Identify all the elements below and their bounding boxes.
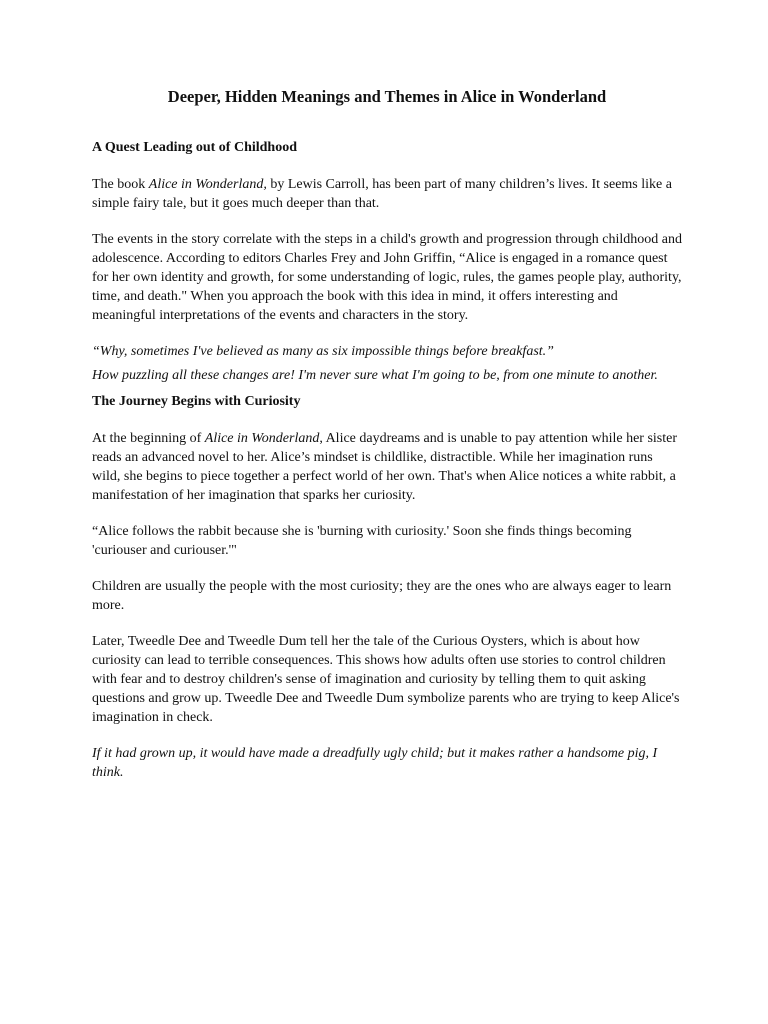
paragraph-quest: The events in the story correlate with the steps in a child's growth and progression through childhood and adolescence. According to editors Charles Frey and John Griffin, “Alice is engaged in a romance quest for her own identity and growth, for some understanding of logic, rules, the games people play, authority, time, and death." When you approach the book with this idea in mind, it offers interesting and meaningful interpretations of the events and characters in the story.: [92, 232, 683, 323]
book-title-italic: Alice in Wonderland,: [148, 177, 267, 192]
document-title: Deeper, Hidden Meanings and Themes in Alice in Wonderland: [167, 87, 607, 106]
paragraph-beginning-text-end: , Alice daydreams and is unable to pay attention while her sister reads an advanced novel to her. Alice’s mindset is childlike, distractible. While her imagination runs wild, she begins to piece together a perfect world of her own. That's when Alice notices a white rabbit, a manifestation of her imagination that sparks her curiosity.: [92, 431, 678, 503]
quote-handsome-pig: If it had grown up, it would have made a dreadfully ugly child; but it makes rather a handsome pig, I think.: [92, 746, 658, 780]
document-page: [92, 86, 682, 787]
paragraph-children-curiosity: Children are usually the people with the most curiosity; they are the ones who are always eager to learn more.: [92, 579, 672, 613]
quote-impossible-things: “Why, sometimes I've believed as many as six impossible things before breakfast.”: [92, 344, 554, 359]
paragraph-rabbit-quote: “Alice follows the rabbit because she is 'burning with curiosity.' Soon she finds things becoming 'curiouser and curiouser.'": [92, 524, 632, 558]
paragraph-intro: [92, 175, 682, 213]
paragraph-intro-text-end: by Lewis Carroll, has been part of many children’s lives. It seems like a simple fairy tale, but it goes much deeper than that.: [92, 177, 672, 211]
paragraph-intro-text-start: The book: [92, 177, 149, 192]
quote-puzzling-changes: How puzzling all these changes are! I'm never sure what I'm going to be, from one minute to another.: [92, 368, 658, 383]
book-title-italic: Alice in Wonderland: [204, 431, 320, 446]
section-heading-quest: A Quest Leading out of Childhood: [92, 140, 297, 155]
paragraph-tweedle: Later, Tweedle Dee and Tweedle Dum tell her the tale of the Curious Oysters, which is about how curiosity can lead to terrible consequences. This shows how adults often use stories to control children with fear and to destroy children's sense of imagination and curiosity by telling them to quit asking questions and grow up. Tweedle Dee and Tweedle Dum symbolize parents who are trying to keep Alice's imagination in check.: [92, 634, 680, 725]
section-heading-curiosity: The Journey Begins with Curiosity: [92, 394, 301, 409]
paragraph-beginning: [92, 429, 682, 505]
paragraph-beginning-text-start: At the beginning of: [92, 431, 205, 446]
